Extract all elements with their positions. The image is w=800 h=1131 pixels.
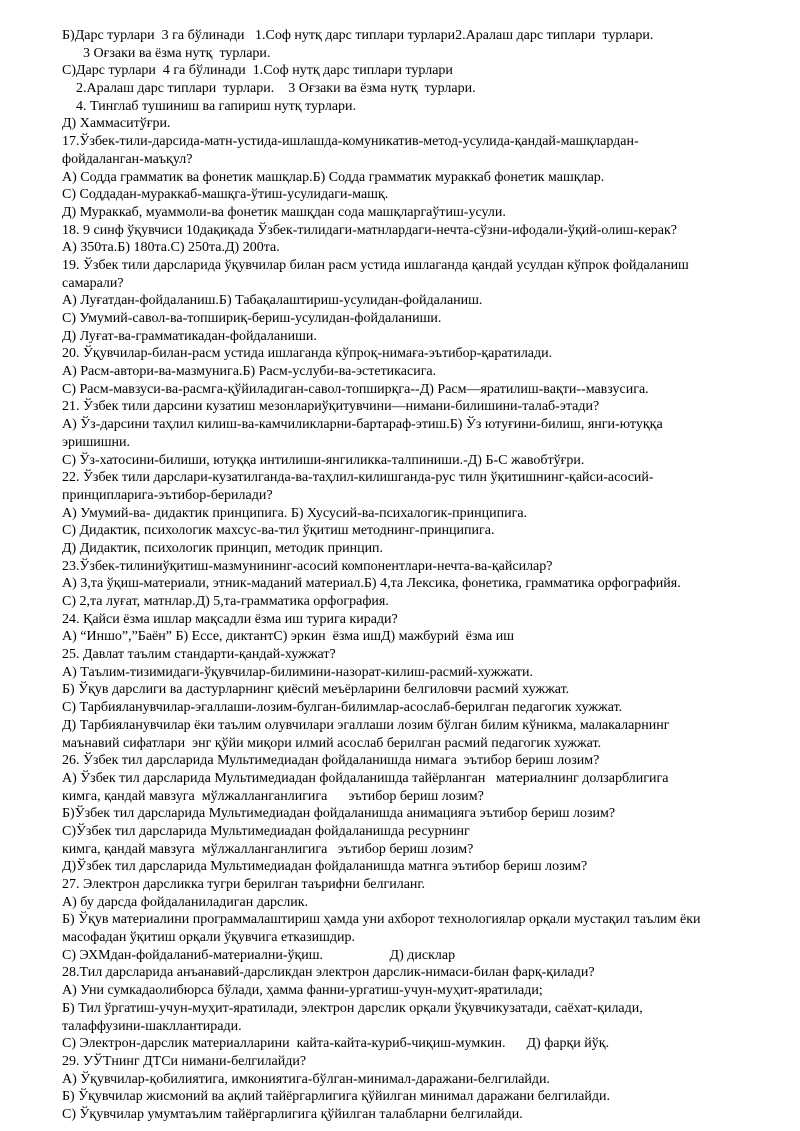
text-line: 3 Оғзаки ва ёзма нутқ турлари.	[62, 45, 271, 61]
text-line: С) Тарбияланувчилар-эгаллаши-лозим-булган-билимлар-асослаб-берилган педагогик хужжат.	[62, 700, 623, 716]
text-line: С) Соддадан-мураккаб-машқга-ўтиш-усулидаги-машқ.	[62, 187, 389, 203]
text-line: Б) Ўқув дарслиги ва дастурларнинг қиёсий меъёрларини белгиловчи расмий хужжат.	[62, 682, 570, 698]
text-line: самарали?	[62, 275, 124, 291]
text-line: 24. Қайси ёзма ишлар мақсадли ёзма иш турига киради?	[62, 611, 398, 627]
text-line: Д) Тарбияланувчилар ёки таълим олувчилари эгаллаши лозим бўлган билим кўникма, малакаларнинг	[62, 717, 670, 733]
text-line: А) Уни сумкадаолибюрса бўлади, ҳамма фанни-ургатиш-учун-муҳит-яратилади;	[62, 983, 543, 999]
text-line: кимга, қандай мавзуга мўлжалланганлигига эътибор бериш лозим?	[62, 788, 484, 804]
text-line: А) Расм-автори-ва-мазмунига.Б) Расм-услуби-ва-эстетикасига.	[62, 364, 437, 380]
text-line: 29. УЎТнинг ДТСи нимани-белгилайди?	[62, 1053, 307, 1069]
text-line: фойдаланган-маъқул?	[62, 151, 193, 167]
text-line: 27. Электрон дарсликка тугри берилган таърифни белгиланг.	[62, 877, 426, 892]
text-line: 18. 9 синф ўқувчиси 10дақиқада Ўзбек-тилидаги-матнлардаги-нечта-сўзни-ифодали-ўқий-олиш-керак?	[62, 222, 678, 238]
text-line: Б) Тил ўргатиш-учун-муҳит-яратилади, электрон дарслик орқали ўқувчикузатади, саёхат-қилади,	[62, 1000, 643, 1016]
text-line: 28.Тил дарсларида анъанавий-дарсликдан электрон дарслик-нимаси-билан фарқ-қилади?	[62, 965, 595, 981]
text-line: 19. Ўзбек тили дарсларида ўқувчилар билан расм устида ишлаганда қандай усулдан кўпрок фойдаланиш	[62, 257, 689, 273]
text-line: 22. Ўзбек тили дарслари-кузатилганда-ва-таҳлил-килишганда-рус тилн ўқитишнинг-қайси-асосий-	[62, 470, 654, 486]
text-line: А) 350та.Б) 180та.С) 250та.Д) 200та.	[62, 240, 280, 256]
text-line: А) Луғатдан-фойдаланиш.Б) Табақалаштириш-усулидан-фойдаланиш.	[62, 293, 483, 309]
text-line: Б) Ўқув материалини программалаштириш ҳамда уни ахборот технологиялар орқали мустақил таълим ёки	[62, 912, 701, 928]
text-line: кимга, қандай мавзуга мўлжалланганлигига эътибор бериш лозим?	[62, 841, 474, 857]
text-line: С)Дарс турлари 4 га бўлинади 1.Соф нутқ дарс типлари турлари	[62, 63, 453, 79]
text-line: масофадан ўқитиш орқали ўқувчига етказишдир.	[62, 930, 356, 946]
text-line: 17.Ўзбек-тили-дарсида-матн-устида-ишлашда-комуникатив-метод-усулида-қандай-машқлардан-	[62, 134, 639, 150]
text-line: Д) Хаммаситўғри.	[62, 116, 171, 132]
text-line: Б)Дарс турлари 3 га бўлинади 1.Соф нутқ дарс типлари турлари2.Аралаш дарс типлари турлари.	[62, 28, 654, 43]
text-line: А) Содда грамматик ва фонетик машқлар.Б) Содда грамматик мураккаб фонетик машқлар.	[62, 169, 605, 185]
text-line: А) Ўз-дарсини таҳлил килиш-ва-камчиликларни-бартараф-этиш.Б) Ўз ютуғини-билиш, янги-ютуққа	[62, 417, 663, 433]
text-line: А) Таълим-тизимидаги-ўқувчилар-билимини-назорат-килиш-расмий-хужжати.	[62, 664, 534, 680]
text-line: 4. Тинглаб тушиниш ва гапириш нутқ турлари.	[62, 98, 357, 114]
text-line: С) Расм-мавзуси-ва-расмга-қўйиладиган-савол-топширқга--Д) Расм—яратилиш-вақти--мавзусига.	[62, 381, 649, 397]
text-line: А) 3,та ўқиш-материали, этник-маданий материал.Б) 4,та Лексика, фонетика, грамматика орфографийя.	[62, 576, 681, 592]
text-line: Д) Луғат-ва-грамматикадан-фойдаланиши.	[62, 328, 317, 344]
text-line: С) Умумий-савол-ва-топшириқ-бериш-усулидан-фойдаланиши.	[62, 311, 442, 326]
text-line: А) “Иншо”,”Баён” Б) Ессе, диктантС) эркин ёзма ишД) мажбурий ёзма иш	[62, 629, 515, 645]
text-line: А) Ўқувчилар-қобилиятига, имкониятига-бўлган-минимал-даражани-белгилайди.	[62, 1071, 551, 1087]
text-line: 26. Ўзбек тил дарсларида Мультимедиадан фойдаланишда нимага эътибор бериш лозим?	[62, 753, 600, 769]
text-line: 23.Ўзбек-тилиниўқитиш-мазмунининг-асосий компонентлари-нечта-ва-қайсилар?	[62, 558, 553, 574]
text-line: Б)Ўзбек тил дарсларида Мультимедиадан фойдаланишда анимацияга эътибор бериш лозим?	[62, 806, 616, 822]
text-line: С) Ўз-хатосини-билиши, ютуққа интилиши-янгиликка-талпиниши.-Д) Б-С жавобтўғри.	[62, 452, 585, 468]
text-line: С) Дидактик, психологик махсус-ва-тил ўқитиш методнинг-принципига.	[62, 523, 495, 539]
text-line: 21. Ўзбек тили дарсини кузатиш мезонлариўқитувчини—нимани-билишини-талаб-этади?	[62, 399, 600, 415]
text-line: С) Электрон-дарслик материалларини кайта-кайта-куриб-чиқиш-мумкин. Д) фарқи йўқ.	[62, 1036, 610, 1052]
text-line: С)Ўзбек тил дарсларида Мультимедиадан фойдаланишда ресурнинг	[62, 823, 470, 839]
text-line: С) ЭХМдан-фойдаланиб-материални-ўқиш. Д) дисклар	[62, 947, 456, 963]
text-line: эришишни.	[62, 434, 131, 450]
text-line: А) бу дарсда фойдаланиладиган дарслик.	[62, 894, 309, 910]
text-line: 25. Давлат таълим стандарти-қандай-хужжат?	[62, 647, 336, 663]
text-line: 20. Ўқувчилар-билан-расм устида ишлаганда кўпроқ-нимаға-эътибор-қаратилади.	[62, 346, 553, 362]
text-line: С) Ўқувчилар умумтаълим тайёргарлигига қўйилган талабларни белгилайди.	[62, 1106, 523, 1122]
text-line: Д) Мураккаб, муаммоли-ва фонетик машқдан сода машқларгаўтиш-усули.	[62, 204, 506, 220]
text-line: маънавий сифатлари энг қўйи миқори илмий асослаб берилган расмий педагогик хужжат.	[62, 735, 602, 751]
text-line: С) 2,та луғат, матнлар.Д) 5,та-грамматика орфография.	[62, 594, 389, 609]
text-line: принципларига-эътибор-берилади?	[62, 487, 273, 503]
text-line: Д) Дидактик, психологик принцип, методик принцип.	[62, 540, 384, 556]
text-line: А) Ўзбек тил дарсларида Мультимедиадан фойдаланишда тайёрланган материалнинг долзарблигига	[62, 770, 669, 786]
text-line: 2.Аралаш дарс типлари турлари. 3 Оғзаки ва ёзма нутқ турлари.	[62, 81, 476, 97]
text-line: талаффузини-шакллантиради.	[62, 1018, 242, 1034]
text-line: Д)Ўзбек тил дарсларида Мультимедиадан фойдаланишда матнга эътибор бериш лозим?	[62, 859, 588, 875]
text-line: А) Умумий-ва- дидактик принципига. Б) Хусусий-ва-психалогик-принципига.	[62, 505, 528, 521]
text-line: Б) Ўқувчилар жисмоний ва ақлий тайёргарлигига қўйилган минимал даражани белгилайди.	[62, 1089, 610, 1105]
